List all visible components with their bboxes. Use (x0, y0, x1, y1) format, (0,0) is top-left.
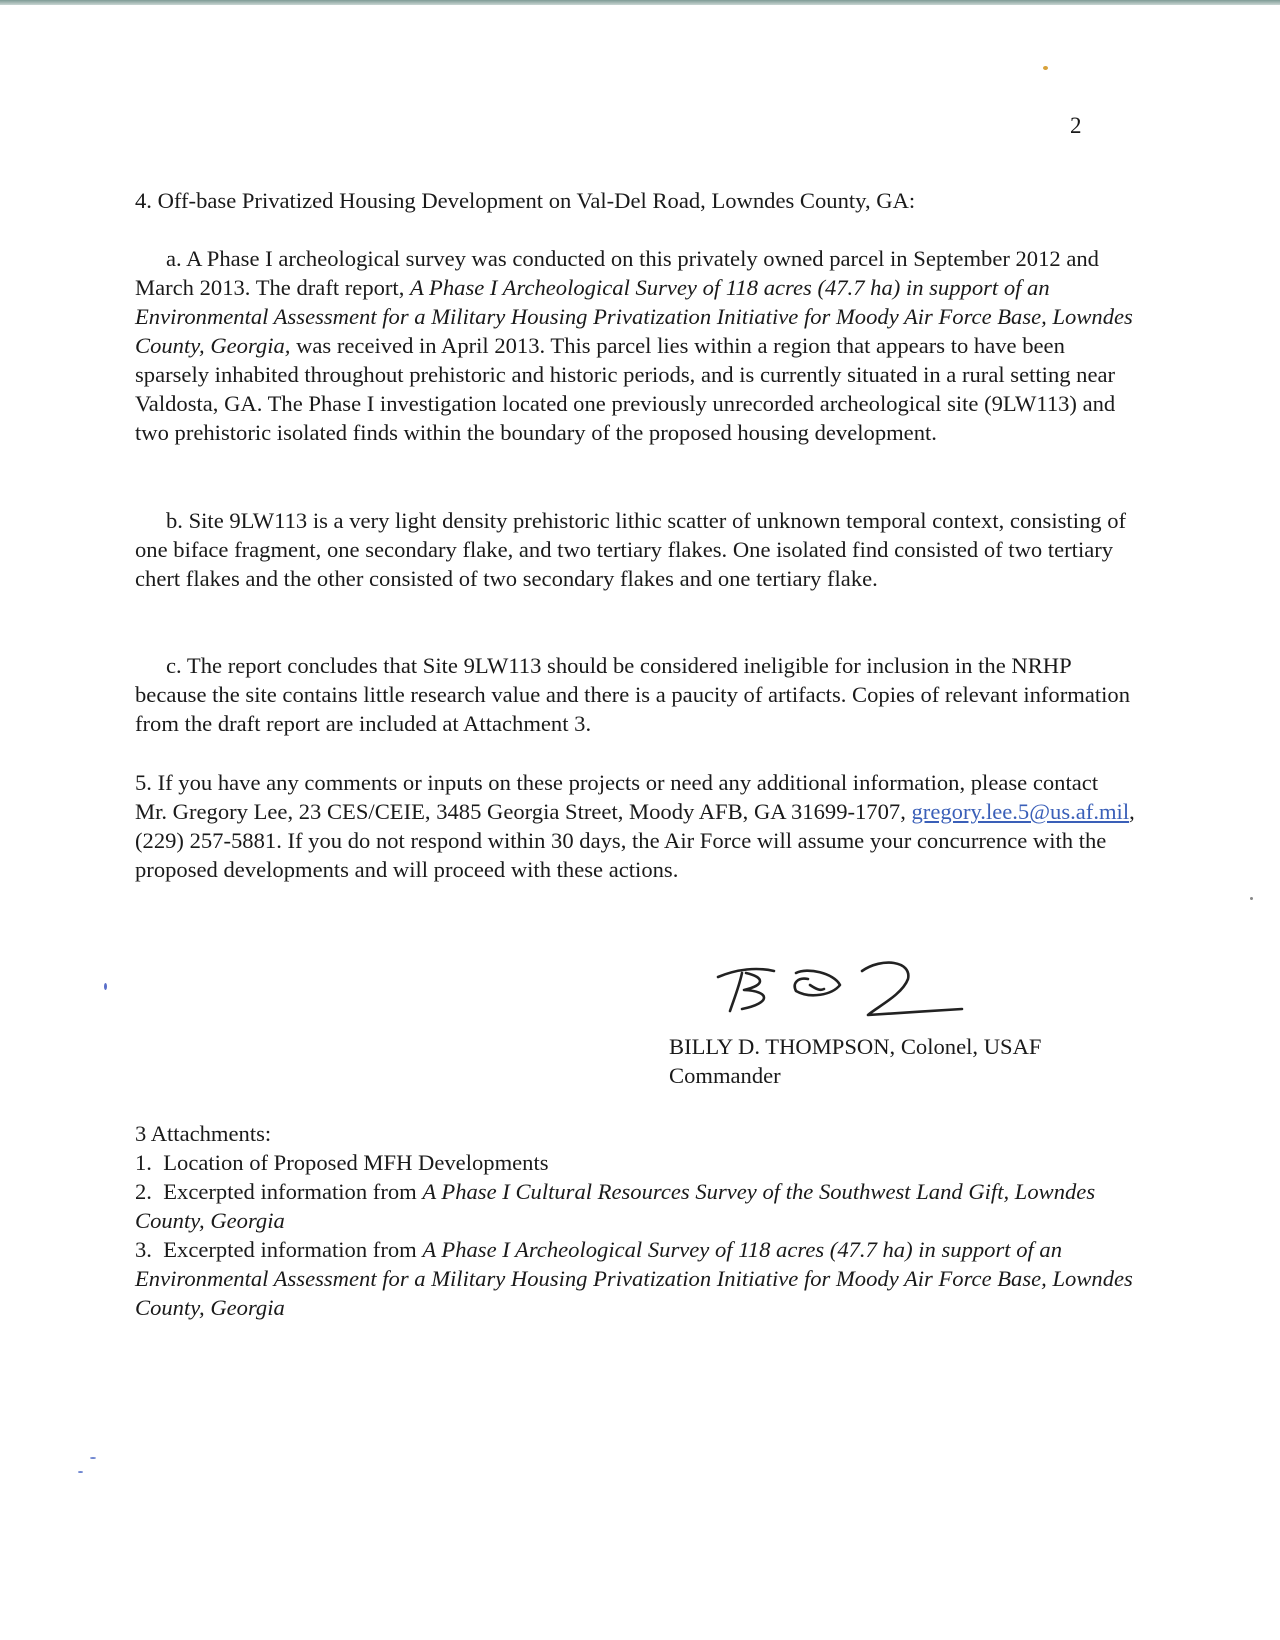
paragraph-4a-suffix: was received in April 2013. This parcel lies within a region that appears to have been sparsely inhabited throughout prehistoric and historic periods, and is currently situated in a rural setting near Valdosta, GA. The Phase I investigation located one previously unrecorded archeological site (9LW113) and two prehistoric isolated finds within the boundary of the proposed housing development. (135, 333, 1116, 445)
attachment-number: 2. (135, 1179, 152, 1204)
attachment-item (135, 1177, 1135, 1235)
page-number: 2 (1070, 113, 1082, 138)
item-4-heading (135, 186, 1135, 215)
paragraph-4c-text: c. The report concludes that Site 9LW113 should be considered ineligible for inclusion in the NRHP because the site contains little research value and there is a paucity of artifacts. Copies of relevant information from the draft report are included at Attachment 3. (135, 653, 1130, 736)
paragraph-4b (135, 506, 1135, 593)
attachments-list (135, 1119, 1135, 1322)
item-5-suffix: , (229) 257-5881. If you do not respond within 30 days, the Air Force will assume your concurrence with the proposed developments and will proceed with these actions. (135, 799, 1135, 882)
report-title-citation: A Phase I Archeological Survey of 118 acres (47.7 ha) in support of an Environmental Assessment for a Military Housing Privatization Initiative for Moody Air Force Base, Lowndes County, Georgia, (135, 275, 1133, 358)
item-4-heading-text: 4. Off-base Privatized Housing Development on Val-Del Road, Lowndes County, GA: (135, 188, 916, 213)
attachment-title: A Phase I Archeological Survey of 118 acres (47.7 ha) in support of an Environmental Assessment for a Military Housing Privatization Initiative for Moody Air Force Base, Lowndes County, Georgia (135, 1237, 1133, 1320)
attachment-item (135, 1235, 1135, 1322)
signer-title: Commander (669, 1063, 781, 1088)
attachment-text: Location of Proposed MFH Developments (163, 1150, 549, 1175)
paragraph-4a (135, 244, 1135, 447)
scan-speck (1043, 66, 1048, 70)
signer-name: BILLY D. THOMPSON, Colonel, USAF (669, 1034, 1042, 1059)
attachment-text: Excerpted information from (163, 1237, 423, 1262)
paragraph-4c (135, 651, 1135, 738)
signature-block (669, 1032, 1169, 1090)
attachment-text: Excerpted information from (163, 1179, 423, 1204)
contact-email-link[interactable]: gregory.lee.5@us.af.mil (911, 799, 1130, 824)
attachment-title: A Phase I Cultural Resources Survey of the Southwest Land Gift, Lowndes County, Georgia (135, 1179, 1096, 1233)
scan-speck (90, 1457, 96, 1459)
paragraph-4a-prefix: a. A Phase I archeological survey was conducted on this privately owned parcel in September 2012 and March 2013. The draft report, (135, 246, 1099, 300)
attachment-item (135, 1148, 1135, 1177)
scan-speck (1250, 897, 1253, 900)
scan-top-edge (0, 0, 1280, 5)
item-5-prefix: 5. If you have any comments or inputs on these projects or need any additional information, please contact Mr. Gregory Lee, 23 CES/CEIE, 3485 Georgia Street, Moody AFB, GA 31699-1707, (135, 770, 1099, 824)
attachments-heading: 3 Attachments: (135, 1121, 272, 1146)
item-5-text (135, 768, 1135, 884)
paragraph-4a-text (135, 244, 1135, 447)
paragraph-4b-text: b. Site 9LW113 is a very light density prehistoric lithic scatter of unknown temporal context, consisting of one biface fragment, one secondary flake, and two tertiary flakes. One isolated find consisted of two tertiary chert flakes and the other consisted of two secondary flakes and one tertiary flake. (135, 508, 1127, 591)
scan-speck (104, 983, 107, 990)
handwritten-signature (712, 955, 972, 1025)
attachment-number: 3. (135, 1237, 152, 1262)
attachment-number: 1. (135, 1150, 152, 1175)
item-5-paragraph (135, 768, 1135, 884)
scan-speck (78, 1471, 83, 1473)
